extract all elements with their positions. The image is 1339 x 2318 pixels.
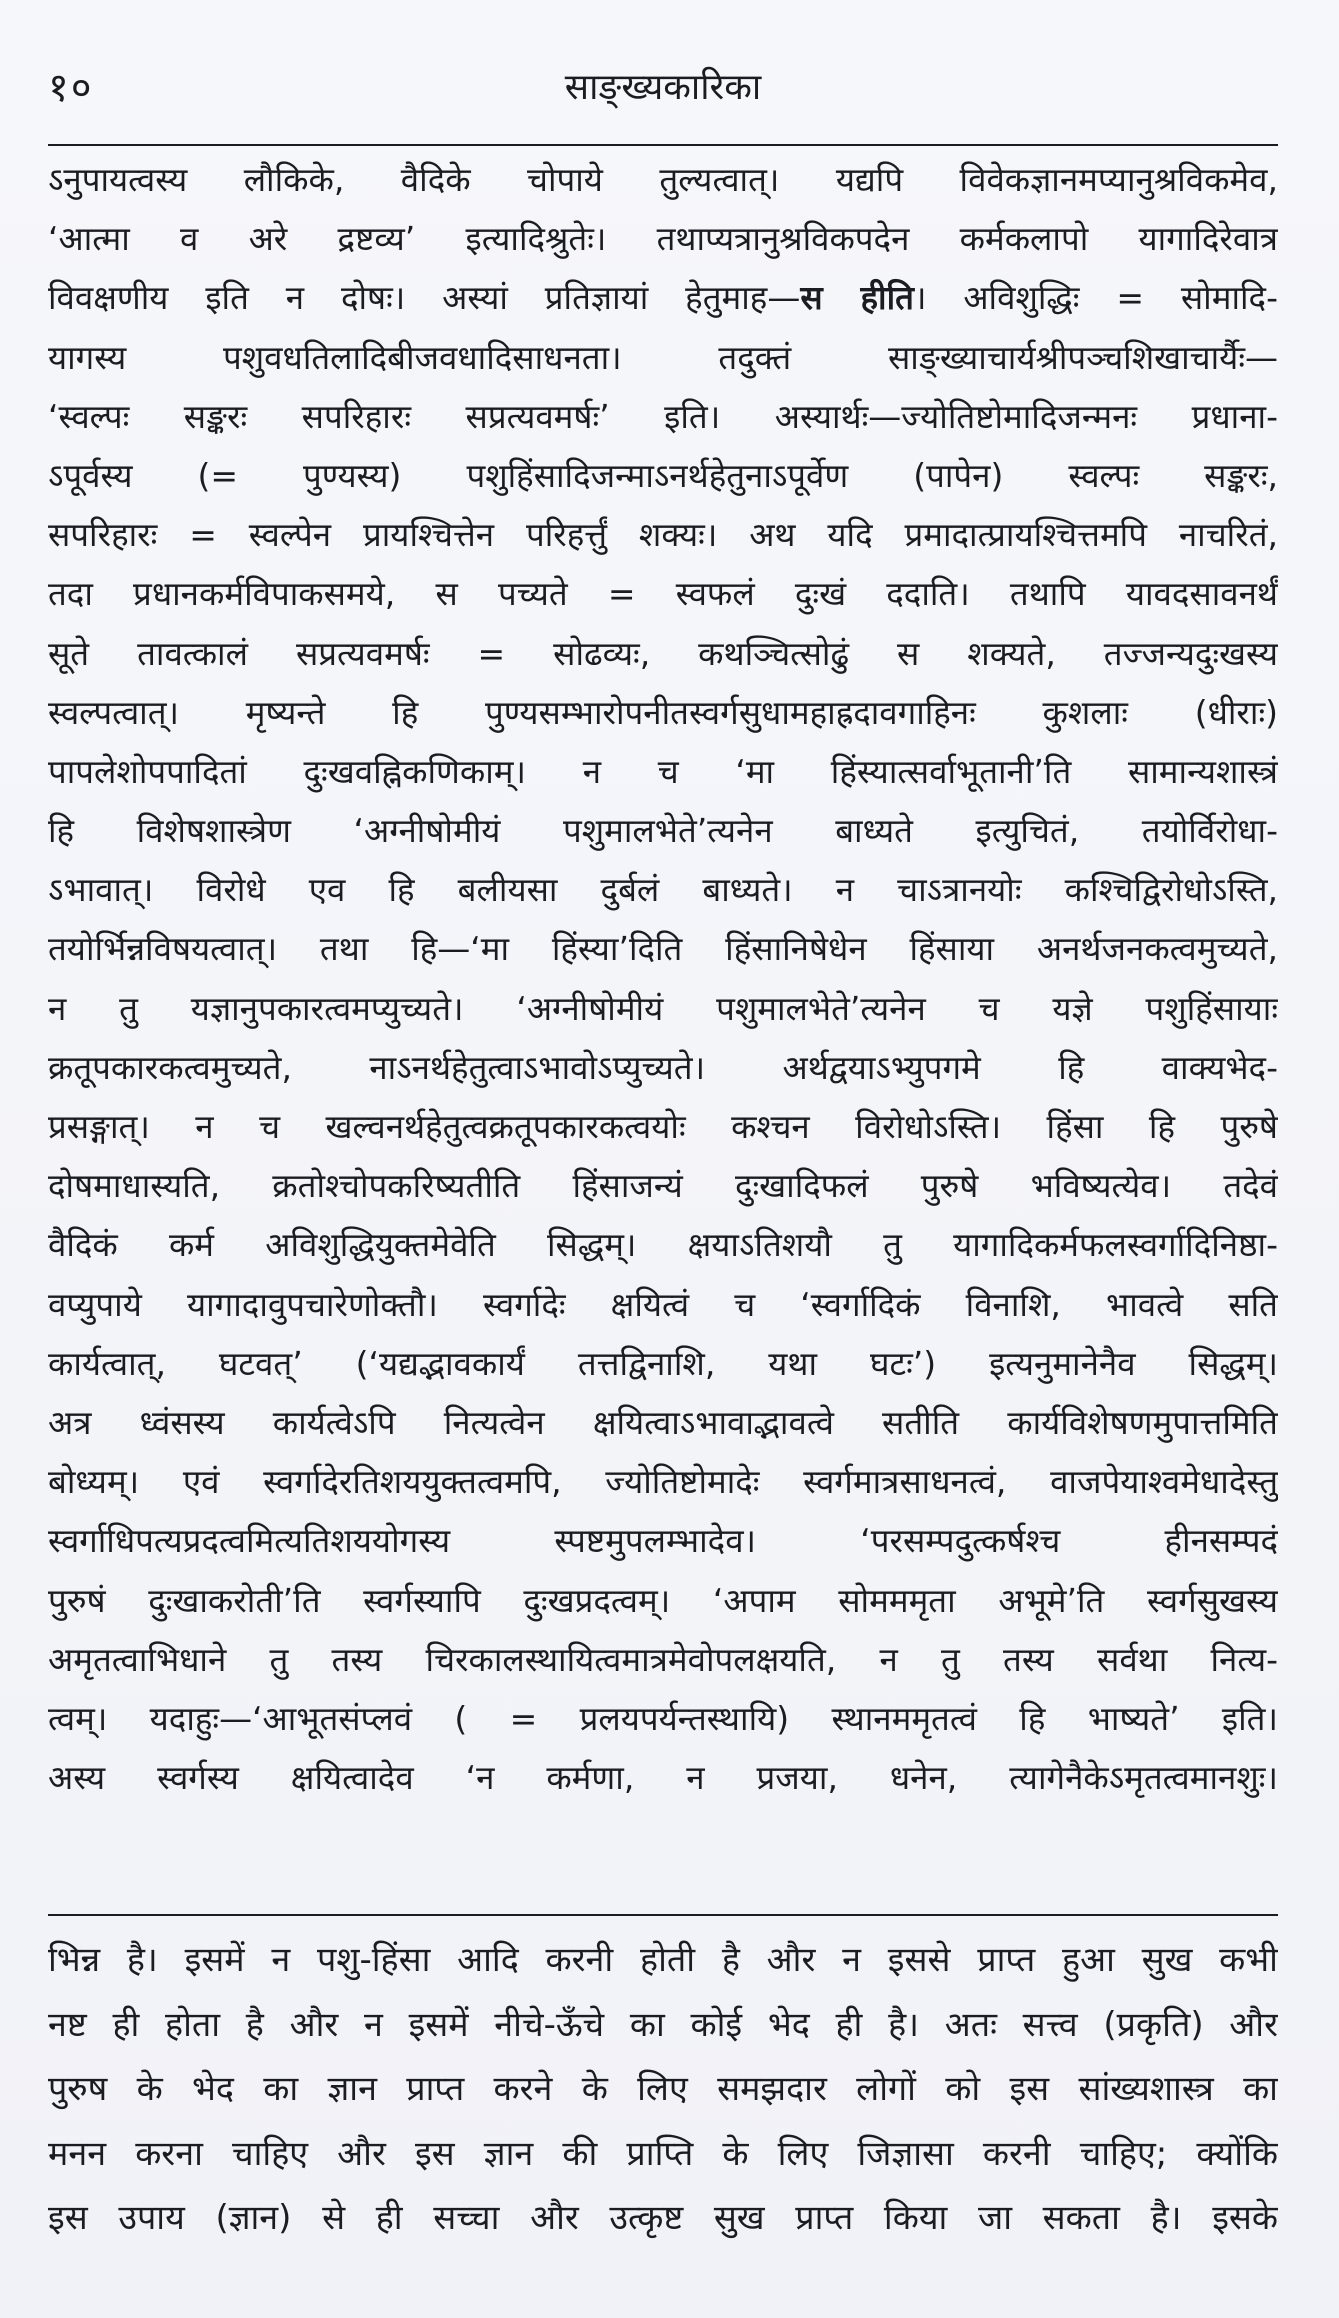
text-line: पुरुष के भेद का ज्ञान प्राप्त करने के लिए समझदार लोगों को इस सांख्यशास्त्र का xyxy=(48,2069,1278,2109)
text-line: ऽनुपायत्वस्य लौकिके, वैदिके चोपाये तुल्यत्वात्। यद्यपि विवेकज्ञानमप्यानुश्रविकमेव, xyxy=(48,160,1278,199)
page-number: १० xyxy=(48,65,94,111)
text-line: हि विशेषशास्त्रेण ‘अग्नीषोमीयं पशुमालभेते’त्यनेन बाध्यते इत्युचितं, तयोर्विरोधा- xyxy=(48,811,1278,851)
text-line: दोषमाधास्यति, क्रतोश्चोपकरिष्यतीति हिंसाजन्यं दुःखादिफलं पुरुषे भविष्यत्येव। तदेवं xyxy=(48,1166,1278,1206)
text-line: स्वर्गाधिपत्यप्रदत्वमित्यतिशययोगस्य स्पष्टमुपलम्भादेव। ‘परसम्पदुत्कर्षश्च हीनसम्पदं xyxy=(48,1521,1278,1561)
text-line: प्रसङ्गात्। न च खल्वनर्थहेतुत्वक्रतूपकारकत्वयोः कश्चन विरोधोऽस्ति। हिंसा हि पुरुषे xyxy=(48,1107,1278,1146)
text-line: पुरुषं दुःखाकरोती’ति स्वर्गस्यापि दुःखप्रदत्वम्। ‘अपाम सोमममृता अभूमे’ति स्वर्गसुखस्य xyxy=(48,1580,1278,1620)
text-line: भिन्न है। इसमें न पशु-हिंसा आदि करनी होती है और न इससे प्राप्त हुआ सुख कभी xyxy=(48,1940,1278,1980)
page-header xyxy=(48,56,1278,128)
text-line: वैदिकं कर्म अविशुद्धियुक्तमेवेति सिद्धम्। क्षयाऽतिशयौ तु यागादिकर्मफलस्वर्गादिनिष्ठा- xyxy=(48,1225,1278,1265)
text-line: बोध्यम्। एवं स्वर्गादेरतिशययुक्तत्वमपि, ज्योतिष्टोमादेः स्वर्गमात्रसाधनत्वं, वाजपेयाश्वमेधादेस्तु xyxy=(48,1462,1278,1502)
text-line: विवक्षणीय इति न दोषः। अस्यां प्रतिज्ञायां हेतुमाह—स हीति। अविशुद्धिः = सोमादि- xyxy=(48,278,1278,318)
text-line: ऽपूर्वस्य (= पुण्यस्य) पशुहिंसादिजन्माऽनर्थहेतुनाऽपूर्वेण (पापेन) स्वल्पः सङ्करः, xyxy=(48,455,1278,495)
header-rule xyxy=(48,144,1278,146)
text-line: सपरिहारः = स्वल्पेन प्रायश्चित्तेन परिहर्त्तुं शक्यः। अथ यदि प्रमादात्प्रायश्चित्तमपि नाचरितं, xyxy=(48,515,1278,555)
text-line: तयोर्भिन्नविषयत्वात्। तथा हि—‘मा हिंस्या’दिति हिंसानिषेधेन हिंसाया अनर्थजनकत्वमुच्यते, xyxy=(48,929,1278,969)
text-line: यागस्य पशुवधतिलादिबीजवधादिसाधनता। तदुक्तं साङ्ख्याचार्यश्रीपञ्चशिखाचार्यैः— xyxy=(48,337,1278,377)
text-line: पापलेशोपपादितां दुःखवह्निकणिकाम्। न च ‘मा हिंस्यात्सर्वाभूतानी’ति सामान्यशास्त्रं xyxy=(48,751,1278,791)
text-line: त्वम्। यदाहुः—‘आभूतसंप्लवं ( = प्रलयपर्यन्तस्थायि) स्थानममृतत्वं हि भाष्यते’ इति। xyxy=(48,1698,1278,1738)
text-line: सूते तावत्कालं सप्रत्यवमर्षः = सोढव्यः, कथञ्चित्सोढुं स शक्यते, तज्जन्यदुःखस्य xyxy=(48,633,1278,673)
text-line: अमृतत्वाभिधाने तु तस्य चिरकालस्थायित्वमात्रमेवोपलक्षयति, न तु तस्य सर्वथा नित्य- xyxy=(48,1639,1278,1679)
text-line: कार्यत्वात्, घटवत्’ (‘यद्यद्भावकार्यं तत्तद्विनाशि, यथा घटः’) इत्यनुमानेनैव सिद्धम्। xyxy=(48,1343,1278,1383)
running-title: साङ्ख्यकारिका xyxy=(564,67,762,108)
section-divider xyxy=(48,1914,1278,1916)
text-line: अत्र ध्वंसस्य कार्यत्वेऽपि नित्यत्वेन क्षयित्वाऽभावाद्भावत्वे सतीति कार्यविशेषणमुपात्तमिति xyxy=(48,1402,1278,1442)
text-line: अस्य स्वर्गस्य क्षयित्वादेव ‘न कर्मणा, न प्रजया, धनेन, त्यागेनैकेऽमृतत्वमानशुः। xyxy=(48,1758,1278,1798)
text-line: न तु यज्ञानुपकारत्वमप्युच्यते। ‘अग्नीषोमीयं पशुमालभेते’त्यनेन च यज्ञे पशुहिंसायाः xyxy=(48,988,1278,1028)
text-line: ऽभावात्। विरोधे एव हि बलीयसा दुर्बलं बाध्यते। न चाऽत्रानयोः कश्चिद्विरोधोऽस्ति, xyxy=(48,870,1278,910)
bold-phrase: स हीति xyxy=(800,278,914,318)
text-line: स्वल्पत्वात्। मृष्यन्ते हि पुण्यसम्भारोपनीतस्वर्गसुधामहाह्रदावगाहिनः कुशलाः (धीराः) xyxy=(48,692,1278,732)
text-line: ‘आत्मा व अरे द्रष्टव्य’ इत्यादिश्रुतेः। तथाप्यत्रानुश्रविकपदेन कर्मकलापो यागादिरेवात्र xyxy=(48,219,1278,259)
text-line: ‘स्वल्पः सङ्करः सपरिहारः सप्रत्यवमर्षः’ इति। अस्यार्थः—ज्योतिष्टोमादिजन्मनः प्रधाना- xyxy=(48,396,1278,436)
text-line: इस उपाय (ज्ञान) से ही सच्चा और उत्कृष्ट सुख प्राप्त किया जा सकता है। इसके xyxy=(48,2198,1278,2238)
text-line: क्रतूपकारकत्वमुच्यते, नाऽनर्थहेतुत्वाऽभावोऽप्युच्यते। अर्थद्वयाऽभ्युपगमे हि वाक्यभेद- xyxy=(48,1047,1278,1087)
hindi-translation xyxy=(48,1928,1278,2251)
text-line: वप्युपाये यागादावुपचारेणोक्तौ। स्वर्गादेः क्षयित्वं च ‘स्वर्गादिकं विनाशि, भावत्वे सति xyxy=(48,1284,1278,1324)
sanskrit-commentary xyxy=(48,150,1278,1807)
text-line: मनन करना चाहिए और इस ज्ञान की प्राप्ति के लिए जिज्ञासा करनी चाहिए; क्योंकि xyxy=(48,2133,1278,2174)
text-line: तदा प्रधानकर्मविपाकसमये, स पच्यते = स्वफलं दुःखं ददाति। तथापि यावदसावनर्थं xyxy=(48,574,1278,614)
text-line: नष्ट ही होता है और न इसमें नीचे-ऊँचे का कोई भेद ही है। अतः सत्त्व (प्रकृति) और xyxy=(48,2004,1278,2045)
